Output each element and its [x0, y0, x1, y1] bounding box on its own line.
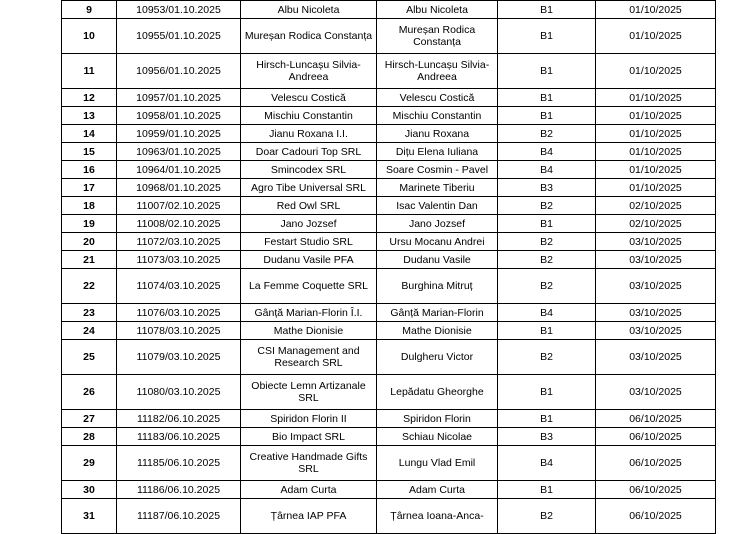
date-cell: 03/10/2025	[596, 304, 716, 322]
table-row	[62, 340, 716, 375]
applicant-name-cell: Țârnea IAP PFA	[241, 499, 377, 534]
representative-name-cell: Burghina Mitruț	[377, 269, 498, 304]
table-row	[62, 215, 716, 233]
category-cell: B1	[498, 19, 596, 54]
representative-name-cell: Isac Valentin Dan	[377, 197, 498, 215]
applicant-name-cell: Dudanu Vasile PFA	[241, 251, 377, 269]
table-row	[62, 251, 716, 269]
category-cell: B1	[498, 89, 596, 107]
row-number-cell: 27	[62, 410, 117, 428]
category-cell: B3	[498, 179, 596, 197]
representative-name-cell: Dulgheru Victor	[377, 340, 498, 375]
table-row	[62, 161, 716, 179]
row-number-cell: 12	[62, 89, 117, 107]
table-row	[62, 499, 716, 534]
document-number-cell: 10964/01.10.2025	[117, 161, 241, 179]
table-row	[62, 179, 716, 197]
table-row	[62, 322, 716, 340]
row-number-cell: 28	[62, 428, 117, 446]
date-cell: 06/10/2025	[596, 481, 716, 499]
row-number-cell: 9	[62, 1, 117, 19]
date-cell: 03/10/2025	[596, 269, 716, 304]
representative-name-cell: Spiridon Florin	[377, 410, 498, 428]
row-number-cell: 24	[62, 322, 117, 340]
representative-name-cell: Schiau Nicolae	[377, 428, 498, 446]
row-number-cell: 20	[62, 233, 117, 251]
table-row	[62, 1, 716, 19]
document-number-cell: 11183/06.10.2025	[117, 428, 241, 446]
table-row	[62, 304, 716, 322]
row-number-cell: 31	[62, 499, 117, 534]
table-row	[62, 269, 716, 304]
applicant-name-cell: Bio Impact SRL	[241, 428, 377, 446]
date-cell: 01/10/2025	[596, 54, 716, 89]
row-number-cell: 13	[62, 107, 117, 125]
category-cell: B2	[498, 499, 596, 534]
date-cell: 06/10/2025	[596, 428, 716, 446]
table-row	[62, 197, 716, 215]
category-cell: B4	[498, 304, 596, 322]
category-cell: B1	[498, 54, 596, 89]
category-cell: B4	[498, 143, 596, 161]
representative-name-cell: Jianu Roxana	[377, 125, 498, 143]
representative-name-cell: Dudanu Vasile	[377, 251, 498, 269]
document-number-cell: 10968/01.10.2025	[117, 179, 241, 197]
applicant-name-cell: Mischiu Constantin	[241, 107, 377, 125]
document-number-cell: 10959/01.10.2025	[117, 125, 241, 143]
category-cell: B2	[498, 251, 596, 269]
table-row	[62, 375, 716, 410]
applicant-name-cell: Mathe Dionisie	[241, 322, 377, 340]
row-number-cell: 21	[62, 251, 117, 269]
date-cell: 01/10/2025	[596, 107, 716, 125]
document-number-cell: 10953/01.10.2025	[117, 1, 241, 19]
row-number-cell: 30	[62, 481, 117, 499]
registry-table-body	[62, 1, 716, 534]
applicant-name-cell: Jano Jozsef	[241, 215, 377, 233]
applicant-name-cell: Velescu Costică	[241, 89, 377, 107]
category-cell: B2	[498, 125, 596, 143]
document-number-cell: 10956/01.10.2025	[117, 54, 241, 89]
row-number-cell: 17	[62, 179, 117, 197]
document-number-cell: 11008/02.10.2025	[117, 215, 241, 233]
row-number-cell: 16	[62, 161, 117, 179]
category-cell: B2	[498, 269, 596, 304]
applicant-name-cell: Obiecte Lemn Artizanale SRL	[241, 375, 377, 410]
representative-name-cell: Velescu Costică	[377, 89, 498, 107]
representative-name-cell: Mureșan Rodica Constanța	[377, 19, 498, 54]
row-number-cell: 25	[62, 340, 117, 375]
date-cell: 03/10/2025	[596, 322, 716, 340]
document-number-cell: 11074/03.10.2025	[117, 269, 241, 304]
category-cell: B1	[498, 322, 596, 340]
table-row	[62, 19, 716, 54]
row-number-cell: 14	[62, 125, 117, 143]
representative-name-cell: Hirsch-Luncașu Silvia-Andreea	[377, 54, 498, 89]
date-cell: 02/10/2025	[596, 197, 716, 215]
date-cell: 01/10/2025	[596, 143, 716, 161]
date-cell: 02/10/2025	[596, 215, 716, 233]
document-number-cell: 11073/03.10.2025	[117, 251, 241, 269]
applicant-name-cell: Red Owl SRL	[241, 197, 377, 215]
representative-name-cell: Jano Jozsef	[377, 215, 498, 233]
document-number-cell: 11185/06.10.2025	[117, 446, 241, 481]
row-number-cell: 11	[62, 54, 117, 89]
category-cell: B4	[498, 161, 596, 179]
date-cell: 01/10/2025	[596, 89, 716, 107]
category-cell: B1	[498, 375, 596, 410]
row-number-cell: 15	[62, 143, 117, 161]
document-number-cell: 10958/01.10.2025	[117, 107, 241, 125]
applicant-name-cell: Albu Nicoleta	[241, 1, 377, 19]
table-row	[62, 446, 716, 481]
applicant-name-cell: Hirsch-Luncașu Silvia-Andreea	[241, 54, 377, 89]
applicant-name-cell: Smincodex SRL	[241, 161, 377, 179]
document-number-cell: 10955/01.10.2025	[117, 19, 241, 54]
date-cell: 03/10/2025	[596, 375, 716, 410]
category-cell: B2	[498, 233, 596, 251]
table-row	[62, 410, 716, 428]
applicant-name-cell: Mureșan Rodica Constanța	[241, 19, 377, 54]
row-number-cell: 23	[62, 304, 117, 322]
applicant-name-cell: Adam Curta	[241, 481, 377, 499]
document-number-cell: 10957/01.10.2025	[117, 89, 241, 107]
date-cell: 06/10/2025	[596, 410, 716, 428]
row-number-cell: 10	[62, 19, 117, 54]
date-cell: 01/10/2025	[596, 161, 716, 179]
document-number-cell: 10963/01.10.2025	[117, 143, 241, 161]
registry-table	[61, 0, 716, 534]
date-cell: 03/10/2025	[596, 251, 716, 269]
row-number-cell: 22	[62, 269, 117, 304]
date-cell: 03/10/2025	[596, 340, 716, 375]
date-cell: 01/10/2025	[596, 19, 716, 54]
document-number-cell: 11007/02.10.2025	[117, 197, 241, 215]
row-number-cell: 18	[62, 197, 117, 215]
row-number-cell: 19	[62, 215, 117, 233]
table-row	[62, 143, 716, 161]
applicant-name-cell: Spiridon Florin II	[241, 410, 377, 428]
row-number-cell: 26	[62, 375, 117, 410]
document-number-cell: 11182/06.10.2025	[117, 410, 241, 428]
applicant-name-cell: Doar Cadouri Top SRL	[241, 143, 377, 161]
document-number-cell: 11072/03.10.2025	[117, 233, 241, 251]
table-row	[62, 107, 716, 125]
representative-name-cell: Dițu Elena Iuliana	[377, 143, 498, 161]
representative-name-cell: Adam Curta	[377, 481, 498, 499]
category-cell: B3	[498, 428, 596, 446]
date-cell: 01/10/2025	[596, 125, 716, 143]
category-cell: B2	[498, 197, 596, 215]
date-cell: 06/10/2025	[596, 446, 716, 481]
table-row	[62, 428, 716, 446]
representative-name-cell: Țârnea Ioana-Anca-	[377, 499, 498, 534]
table-row	[62, 233, 716, 251]
date-cell: 06/10/2025	[596, 499, 716, 534]
applicant-name-cell: Agro Tibe Universal SRL	[241, 179, 377, 197]
document-number-cell: 11080/03.10.2025	[117, 375, 241, 410]
category-cell: B1	[498, 481, 596, 499]
document-number-cell: 11078/03.10.2025	[117, 322, 241, 340]
representative-name-cell: Gânță Marian-Florin	[377, 304, 498, 322]
category-cell: B1	[498, 1, 596, 19]
date-cell: 03/10/2025	[596, 233, 716, 251]
category-cell: B1	[498, 107, 596, 125]
table-row	[62, 481, 716, 499]
table-row	[62, 125, 716, 143]
applicant-name-cell: CSI Management and Research SRL	[241, 340, 377, 375]
applicant-name-cell: Gânță Marian-Florin Î.I.	[241, 304, 377, 322]
applicant-name-cell: Creative Handmade Gifts SRL	[241, 446, 377, 481]
row-number-cell: 29	[62, 446, 117, 481]
category-cell: B1	[498, 215, 596, 233]
representative-name-cell: Lepădatu Gheorghe	[377, 375, 498, 410]
representative-name-cell: Albu Nicoleta	[377, 1, 498, 19]
table-row	[62, 89, 716, 107]
applicant-name-cell: Festart Studio SRL	[241, 233, 377, 251]
applicant-name-cell: La Femme Coquette SRL	[241, 269, 377, 304]
document-number-cell: 11187/06.10.2025	[117, 499, 241, 534]
category-cell: B4	[498, 446, 596, 481]
category-cell: B1	[498, 410, 596, 428]
representative-name-cell: Mischiu Constantin	[377, 107, 498, 125]
date-cell: 01/10/2025	[596, 1, 716, 19]
document-number-cell: 11186/06.10.2025	[117, 481, 241, 499]
representative-name-cell: Lungu Vlad Emil	[377, 446, 498, 481]
document-number-cell: 11079/03.10.2025	[117, 340, 241, 375]
representative-name-cell: Soare Cosmin - Pavel	[377, 161, 498, 179]
date-cell: 01/10/2025	[596, 179, 716, 197]
applicant-name-cell: Jianu Roxana I.I.	[241, 125, 377, 143]
table-row	[62, 54, 716, 89]
representative-name-cell: Marinete Tiberiu	[377, 179, 498, 197]
representative-name-cell: Mathe Dionisie	[377, 322, 498, 340]
representative-name-cell: Ursu Mocanu Andrei	[377, 233, 498, 251]
document-number-cell: 11076/03.10.2025	[117, 304, 241, 322]
category-cell: B2	[498, 340, 596, 375]
